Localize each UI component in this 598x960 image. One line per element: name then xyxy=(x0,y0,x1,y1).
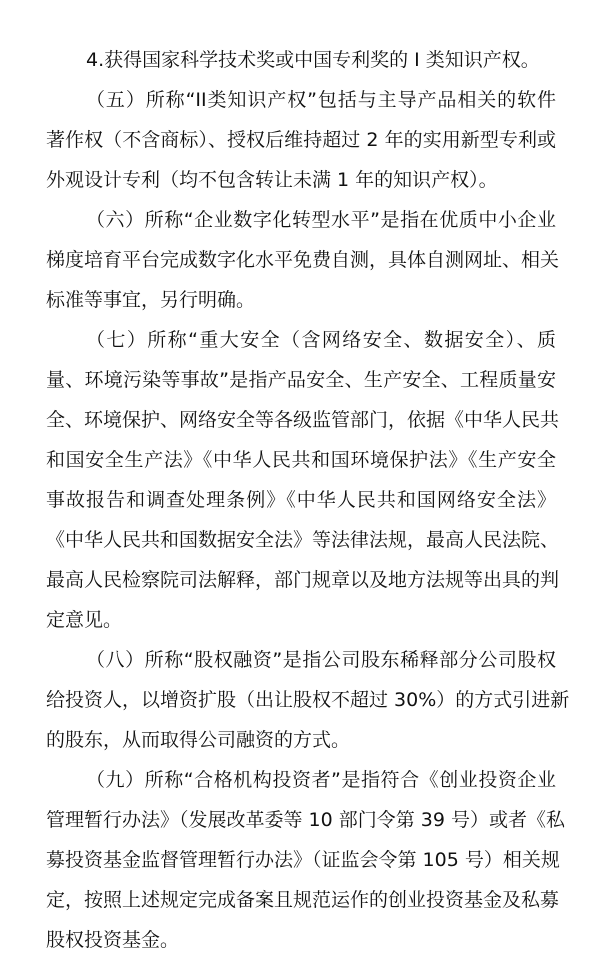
text-line: 和国安全生产法》《中华人民共和国环境保护法》《生产安全 xyxy=(46,449,556,471)
text-line: 最高人民检察院司法解释，部门规章以及地方法规等出具的判 xyxy=(46,569,560,591)
text-line: 事故报告和调查处理条例》《中华人民共和国网络安全法》 xyxy=(46,489,556,511)
paragraph-section-6 xyxy=(46,200,560,320)
paragraph-section-7 xyxy=(46,320,560,640)
text-line: 定，按照上述规定完成备案且规范运作的创业投资基金及私募 xyxy=(46,889,560,911)
text-line: 全、环境保护、网络安全等各级监管部门，依据《中华人民共 xyxy=(46,409,560,431)
document-page xyxy=(46,40,570,960)
text-line: 量、环境污染等事故”是指产品安全、生产安全、工程质量安 xyxy=(46,369,556,391)
text-line: 的股东，从而取得公司融资的方式。 xyxy=(46,729,351,751)
text-line: 给投资人，以增资扩股（出让股权不超过 30%）的方式引进新 xyxy=(46,689,570,711)
text-line: （五）所称“II类知识产权”包括与主导产品相关的软件 xyxy=(86,89,556,111)
text-line: 股权投资基金。 xyxy=(46,929,180,951)
paragraph-item-4 xyxy=(46,40,556,80)
text-line: 定意见。 xyxy=(46,609,123,631)
paragraph-section-5 xyxy=(46,80,556,200)
text-line: 标准等事宜，另行明确。 xyxy=(46,289,256,311)
text-line: （八）所称“股权融资”是指公司股东稀释部分公司股权 xyxy=(86,649,556,671)
text-line: 著作权（不含商标）、授权后维持超过 2 年的实用新型专利或 xyxy=(46,129,556,151)
text-line: 募投资基金监督管理暂行办法》（证监会令第 105 号）相关规 xyxy=(46,849,560,871)
text-line: （七）所称“重大安全（含网络安全、数据安全）、质 xyxy=(86,329,556,351)
text-line: 《中华人民共和国数据安全法》等法律法规，最高人民法院、 xyxy=(46,529,560,551)
text-line: 4.获得国家科学技术奖或中国专利奖的 I 类知识产权。 xyxy=(86,49,540,71)
text-line: （九）所称“合格机构投资者”是指符合《创业投资企业 xyxy=(86,769,556,791)
paragraph-section-8 xyxy=(46,640,570,760)
text-line: （六）所称“企业数字化转型水平”是指在优质中小企业 xyxy=(86,209,556,231)
paragraph-section-9 xyxy=(46,760,566,960)
text-line: 管理暂行办法》（发展改革委等 10 部门令第 39 号）或者《私 xyxy=(46,809,566,831)
text-line: 外观设计专利（均不包含转让未满 1 年的知识产权）。 xyxy=(46,169,498,191)
text-line: 梯度培育平台完成数字化水平免费自测，具体自测网址、相关 xyxy=(46,249,560,271)
